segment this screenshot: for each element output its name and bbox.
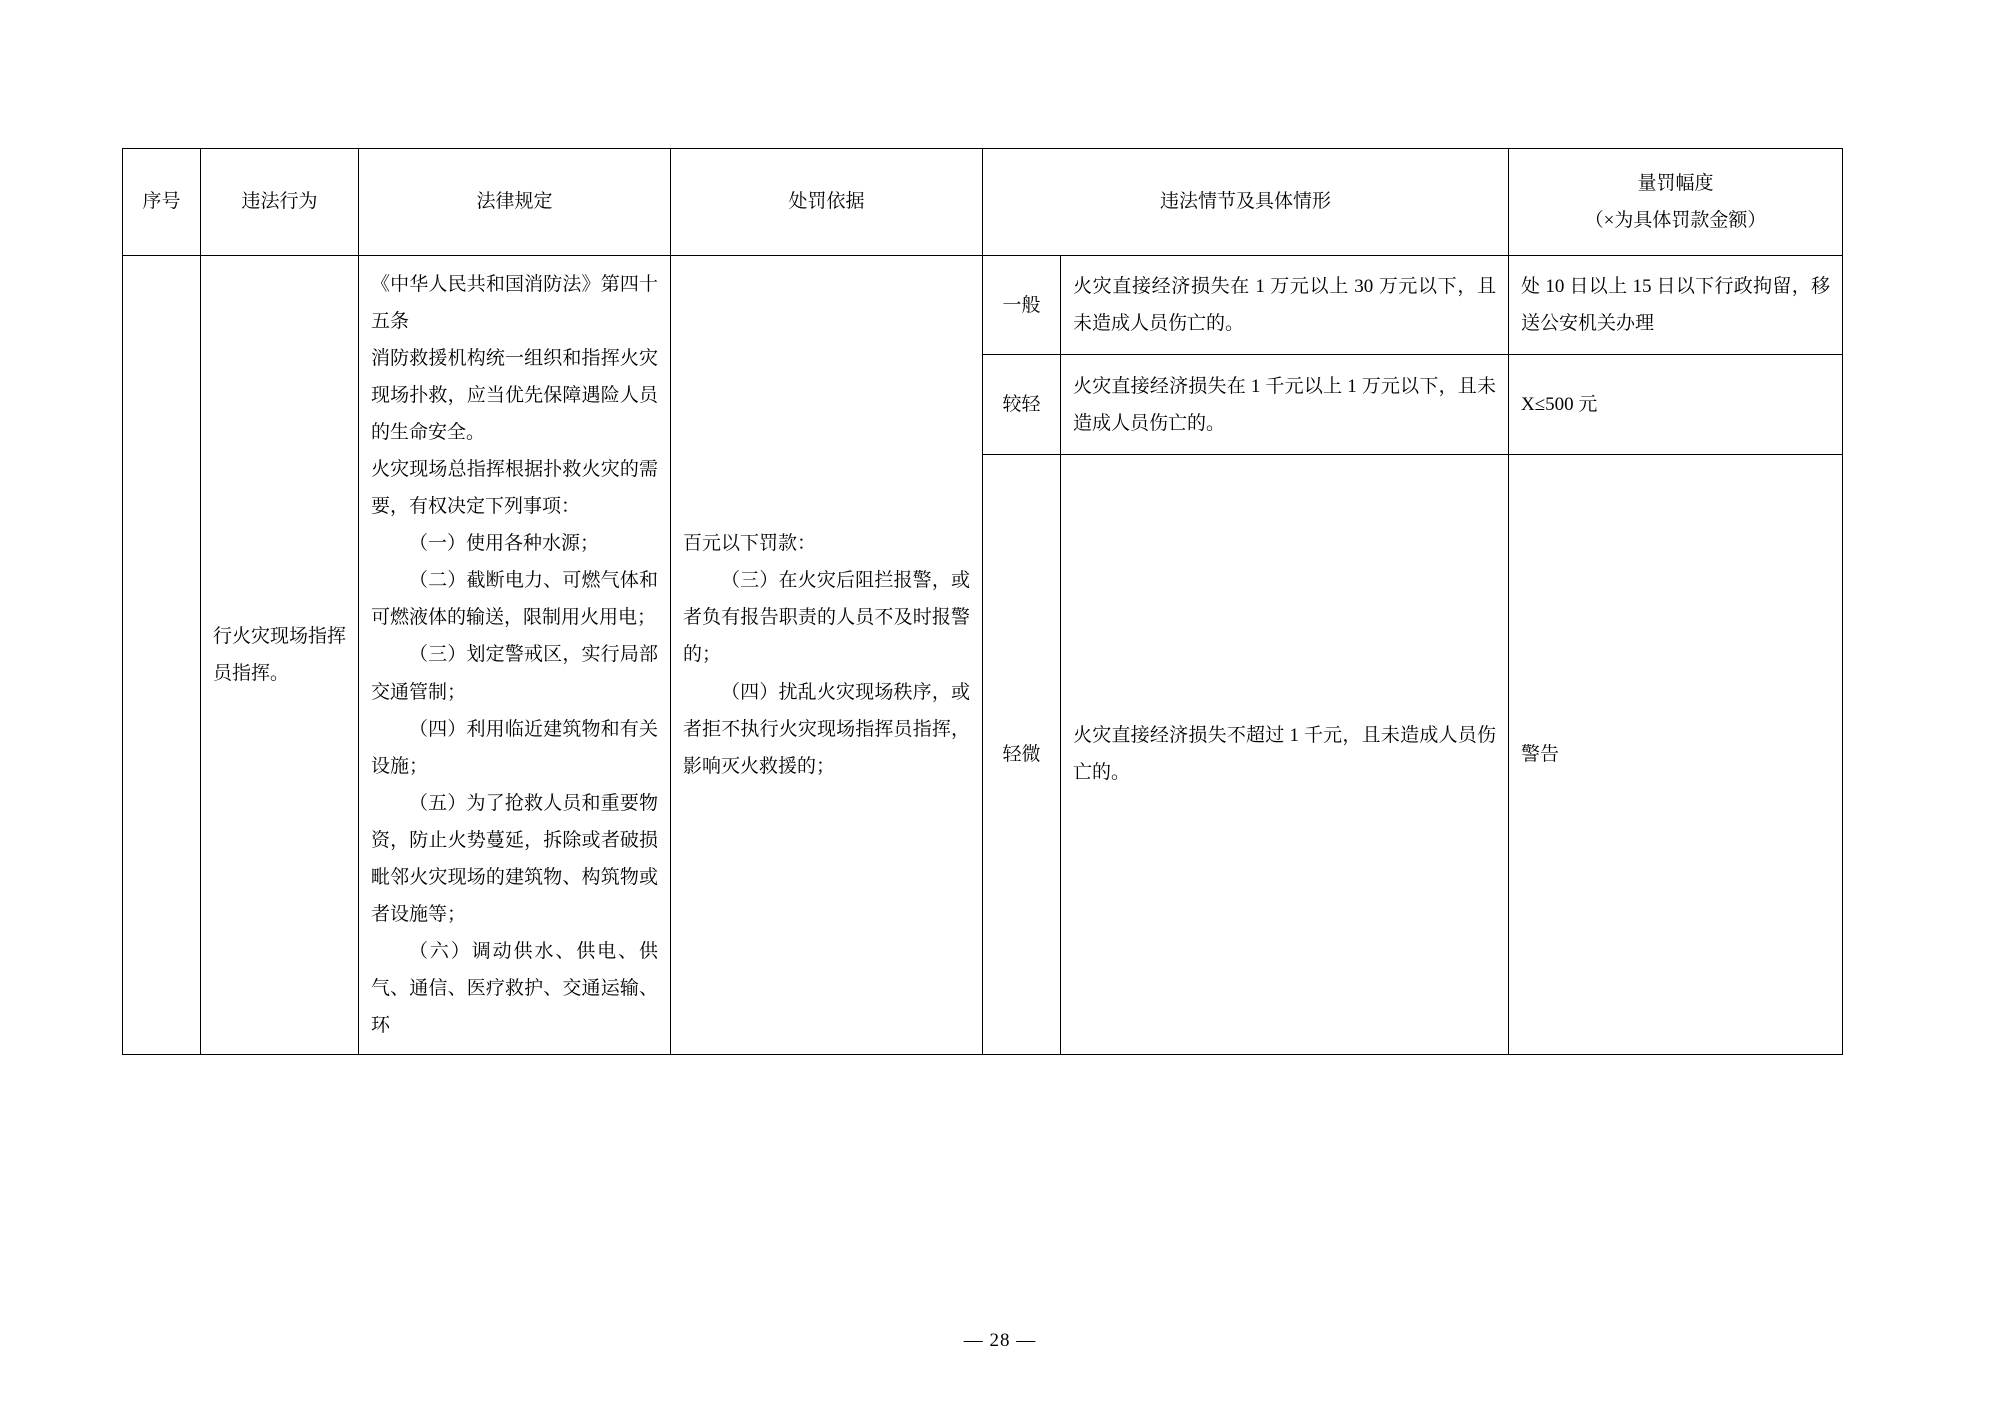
cell-level-general: 一般 <box>983 256 1061 355</box>
basis-line-1: （三）在火灾后阻拦报警，或者负有报告职责的人员不及时报警的； <box>683 570 970 666</box>
header-act: 违法行为 <box>201 149 359 256</box>
basis-line-2: （四）扰乱火灾现场秩序，或者拒不执行火灾现场指挥员指挥，影响灭火救援的； <box>683 681 970 777</box>
header-basis: 处罚依据 <box>671 149 983 256</box>
table-header-row <box>123 149 1843 256</box>
law-line-8: （六）调动供水、供电、供气、通信、医疗救护、交通运输、环 <box>371 940 658 1036</box>
cell-law <box>359 256 671 1055</box>
header-seq: 序号 <box>123 149 201 256</box>
header-range <box>1509 149 1843 256</box>
law-line-2: 火灾现场总指挥根据扑救火灾的需要，有权决定下列事项： <box>371 459 658 518</box>
law-line-0: 《中华人民共和国消防法》第四十五条 <box>371 274 658 333</box>
header-detail: 违法情节及具体情形 <box>983 149 1509 256</box>
law-line-3: （一）使用各种水源； <box>409 533 600 555</box>
cell-level-slight: 轻微 <box>983 454 1061 1054</box>
header-range-main: 量罚幅度 <box>1637 172 1714 194</box>
cell-range-general: 处 10 日以上 15 日以下行政拘留，移送公安机关办理 <box>1509 256 1843 355</box>
header-law: 法律规定 <box>359 149 671 256</box>
act-text: 行火灾现场指挥员指挥。 <box>213 625 347 684</box>
cell-detail-slight: 火灾直接经济损失不超过 1 千元，且未造成人员伤亡的。 <box>1061 454 1509 1054</box>
law-line-7: （五）为了抢救人员和重要物资，防止火势蔓延，拆除或者破损毗邻火灾现场的建筑物、构筑物或者设施等； <box>371 792 658 925</box>
law-line-1: 消防救援机构统一组织和指挥火灾现场扑救，应当优先保障遇险人员的生命安全。 <box>371 348 658 444</box>
cell-range-slight: 警告 <box>1509 454 1843 1054</box>
page-number: — 28 — <box>963 1330 1037 1351</box>
cell-range-minor: X≤500 元 <box>1509 355 1843 455</box>
penalty-table-container <box>122 148 1842 1055</box>
law-line-4: （二）截断电力、可燃气体和可燃液体的输送，限制用火用电； <box>371 570 658 629</box>
penalty-table <box>122 148 1843 1055</box>
cell-act <box>201 256 359 1055</box>
cell-detail-general: 火灾直接经济损失在 1 万元以上 30 万元以下，且未造成人员伤亡的。 <box>1061 256 1509 355</box>
law-line-5: （三）划定警戒区，实行局部交通管制； <box>371 644 658 703</box>
law-line-6: （四）利用临近建筑物和有关设施； <box>371 718 658 777</box>
table-row <box>123 256 1843 355</box>
header-range-sub: （×为具体罚款金额） <box>1584 210 1767 231</box>
cell-detail-minor: 火灾直接经济损失在 1 千元以上 1 万元以下，且未造成人员伤亡的。 <box>1061 355 1509 455</box>
cell-basis <box>671 256 983 1055</box>
cell-level-minor: 较轻 <box>983 355 1061 455</box>
basis-line-0: 百元以下罚款： <box>683 533 817 555</box>
cell-seq <box>123 256 201 1055</box>
